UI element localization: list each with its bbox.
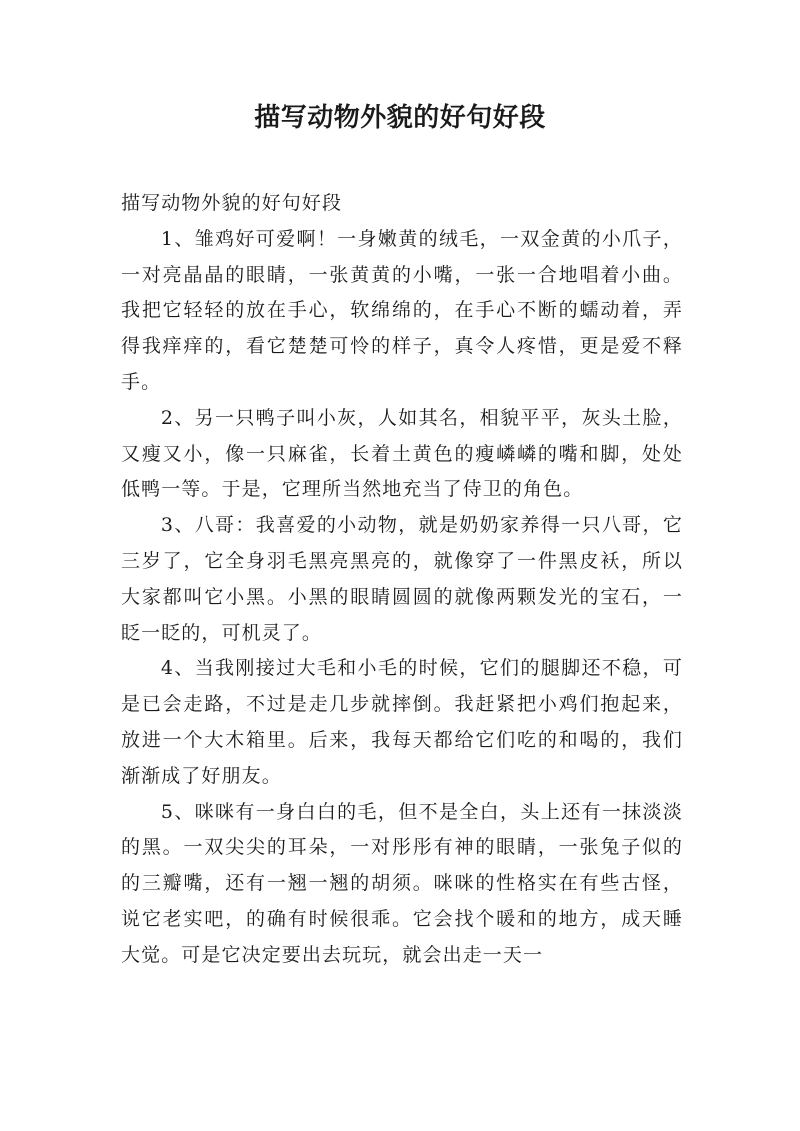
paragraph-4: 4、当我刚接过大毛和小毛的时候，它们的腿脚还不稳，可是已会走路，不过是走几步就摔倒。我赶紧把小鸡们抱起来，放进一个大木箱里。后来，我每天都给它们吃的和喝的，我们渐渐成了好朋友。	[121, 657, 683, 787]
paragraph-1: 1、雏鸡好可爱啊！一身嫩黄的绒毛，一双金黄的小爪子，一对亮晶晶的眼睛，一张黄黄的小嘴，一张一合地唱着小曲。我把它轻轻的放在手心，软绵绵的，在手心不断的蠕动着，弄得我痒痒的，看它楚楚可怜的样子，真令人疼惜，更是爱不释手。	[121, 227, 683, 393]
paragraph-5: 5、咪咪有一身白白的毛，但不是全白，头上还有一抹淡淡的黑。一双尖尖的耳朵，一对彤彤有神的眼睛，一张兔子似的的三瓣嘴，还有一翘一翘的胡须。咪咪的性格实在有些古怪，说它老实吧，的确有时候很乖。它会找个暖和的地方，成天睡大觉。可是它决定要出去玩玩，就会出走一天一	[121, 800, 683, 966]
paragraph-3: 3、八哥：我喜爱的小动物，就是奶奶家养得一只八哥，它三岁了，它全身羽毛黑亮黑亮的，就像穿了一件黑皮袄，所以大家都叫它小黑。小黑的眼睛圆圆的就像两颗发光的宝石，一眨一眨的，可机灵了。	[121, 514, 683, 644]
document-subtitle: 描写动物外貌的好句好段	[121, 192, 343, 214]
paragraph-2: 2、另一只鸭子叫小灰，人如其名，相貌平平，灰头土脸，又瘦又小，像一只麻雀，长着土黄色的瘦嶙嶙的嘴和脚，处处低鸭一等。于是，它理所当然地充当了侍卫的角色。	[121, 406, 683, 501]
document-body	[121, 186, 683, 974]
page-title: 描写动物外貌的好句好段	[254, 103, 546, 133]
